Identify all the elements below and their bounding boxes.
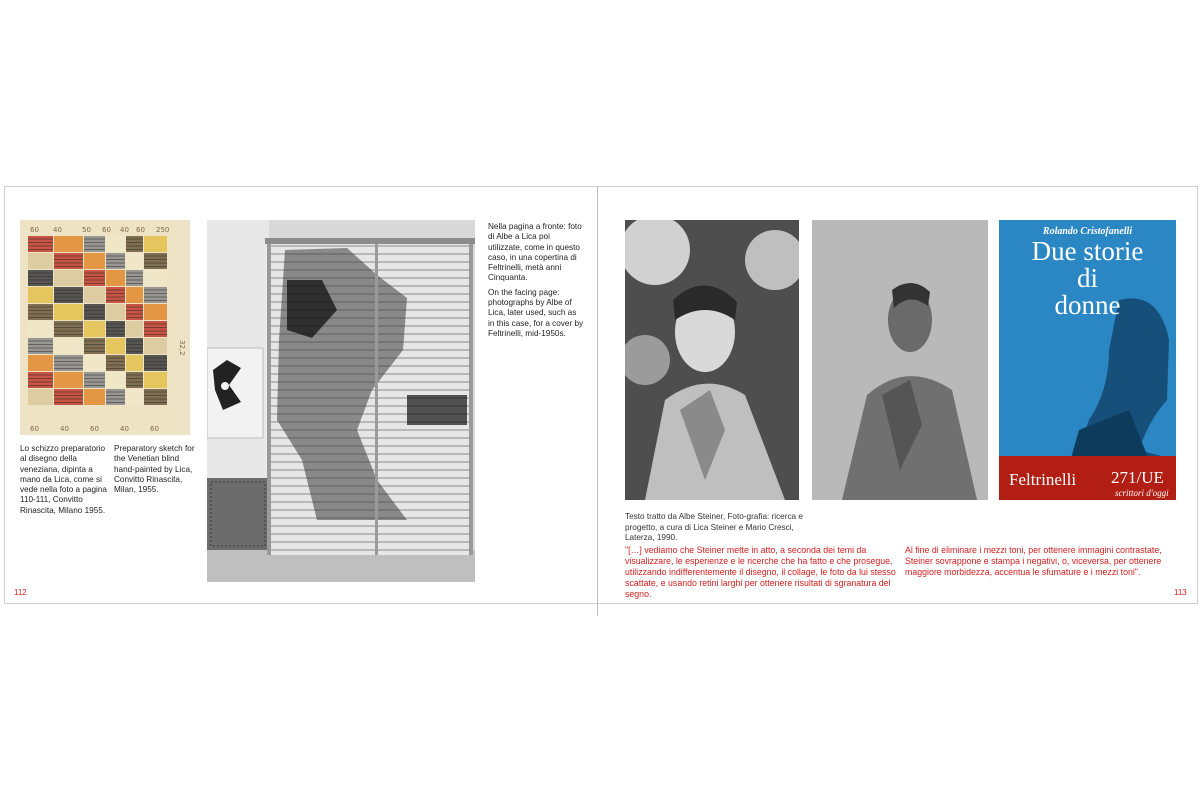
sketch-block — [106, 338, 125, 354]
cover-series: 271/UE — [1111, 468, 1164, 487]
dim-label: 60 — [30, 226, 39, 234]
blind-photo-drawing — [207, 220, 475, 582]
sketch-block — [126, 321, 143, 337]
sketch-block — [28, 253, 53, 269]
cover-publisher: Feltrinelli — [1009, 470, 1077, 489]
sketch-block — [84, 253, 105, 269]
portrait-photo-lica-1 — [625, 220, 799, 500]
facing-page-caption — [488, 222, 584, 343]
facing-caption-english: On the facing page: photographs by Albe of Lica, later used, such as in this case, for a cover by Feltrinelli, mid-1950s. — [488, 287, 584, 338]
sketch-block — [28, 389, 53, 405]
cover-title-line-1: Due storie — [1031, 236, 1144, 266]
preparatory-sketch-image — [20, 220, 190, 435]
sketch-block — [144, 270, 167, 286]
dim-label: 40 — [120, 425, 129, 433]
caption-english — [114, 444, 202, 499]
source-citation: Testo tratto da Albe Steiner, Foto-grafia: ricerca e progetto, a cura di Lica Steiner e Mario Cresci, Laterza, 1990. — [625, 512, 803, 542]
dim-label: 40 — [120, 226, 129, 234]
sketch-block — [106, 372, 125, 388]
sketch-block — [106, 270, 125, 286]
dim-label: 40 — [53, 226, 62, 234]
quote-right-column: Al fine di eliminare i mezzi toni, per ottenere immagini contrastate, Steiner sovrappone e stampa i negativi, o, viceversa, per ottenere maggiore morbidezza, accentua le sfumature e i mezzi toni". — [905, 545, 1162, 577]
quote-left-column: "[…] vediamo che Steiner mette in atto, a seconda dei temi da visualizzare, le esperienze e le ricerche che ha fatto e che prosegue, utilizzando indifferentemente il disegno, il collage, le foto da lui stesso scattate, e usando retini larghi per ottenere risultati di sgranatura del segno. — [625, 545, 896, 599]
sketch-block — [144, 304, 167, 320]
sketch-block — [126, 253, 143, 269]
dim-label: 60 — [90, 425, 99, 433]
sketch-block — [144, 372, 167, 388]
sketch-block — [106, 304, 125, 320]
sketch-block — [126, 355, 143, 371]
sketch-block — [84, 355, 105, 371]
dim-label: 32,2 — [178, 340, 186, 356]
sketch-block — [28, 321, 53, 337]
caption-english-text: Preparatory sketch for the Venetian blind hand-painted by Lica, Convitto Rinascita, Milan, 1955. — [114, 444, 195, 495]
sketch-block — [84, 321, 105, 337]
dim-label: 60 — [30, 425, 39, 433]
cover-author: Rolando Cristofanelli — [1042, 226, 1133, 237]
dim-label: 60 — [136, 226, 145, 234]
sketch-block — [54, 304, 83, 320]
sketch-block — [54, 372, 83, 388]
sketch-drawing — [20, 220, 190, 435]
facing-caption-italian: Nella pagina a fronte: foto di Albe a Lica poi utilizzate, come in questo caso, in una copertina di Feltrinelli, metà anni Cinquanta. — [488, 222, 582, 283]
venetian-blind-photo — [207, 220, 475, 582]
sketch-block — [84, 287, 105, 303]
sketch-block — [54, 338, 83, 354]
caption-italian — [20, 444, 108, 520]
cover-title — [1005, 238, 1170, 319]
sketch-block — [54, 270, 83, 286]
sketch-block — [144, 338, 167, 354]
sketch-block — [28, 287, 53, 303]
portrait-1-drawing — [625, 220, 799, 500]
cover-title-line-2: di — [1076, 263, 1098, 293]
page-number-left: 112 — [14, 588, 27, 597]
sketch-block — [126, 389, 143, 405]
sketch-block — [84, 389, 105, 405]
gutter-line — [597, 186, 598, 616]
sketch-block — [126, 287, 143, 303]
dim-label: 40 — [60, 425, 69, 433]
portrait-2-drawing — [812, 220, 988, 500]
portrait-photo-lica-2 — [812, 220, 988, 500]
dim-label: 60 — [150, 425, 159, 433]
sketch-block — [28, 355, 53, 371]
dim-label: 60 — [102, 226, 111, 234]
dim-label: 50 — [82, 226, 91, 234]
caption-italian-text: Lo schizzo preparatorio al disegno della veneziana, dipinta a mano da Lica, come si vede nella foto a pagina 110-111, Convitto Rinascita, Milano 1955. — [20, 444, 107, 515]
page-number-right: 113 — [1174, 588, 1187, 597]
sketch-block — [54, 236, 83, 252]
sketch-block — [144, 236, 167, 252]
cover-title-line-3: donne — [1054, 290, 1121, 320]
sketch-block — [106, 236, 125, 252]
book-cover-due-storie-di-donne — [999, 220, 1176, 500]
cover-series-subtitle: scrittori d'oggi — [1115, 488, 1169, 498]
dim-label: 250 — [156, 226, 170, 234]
